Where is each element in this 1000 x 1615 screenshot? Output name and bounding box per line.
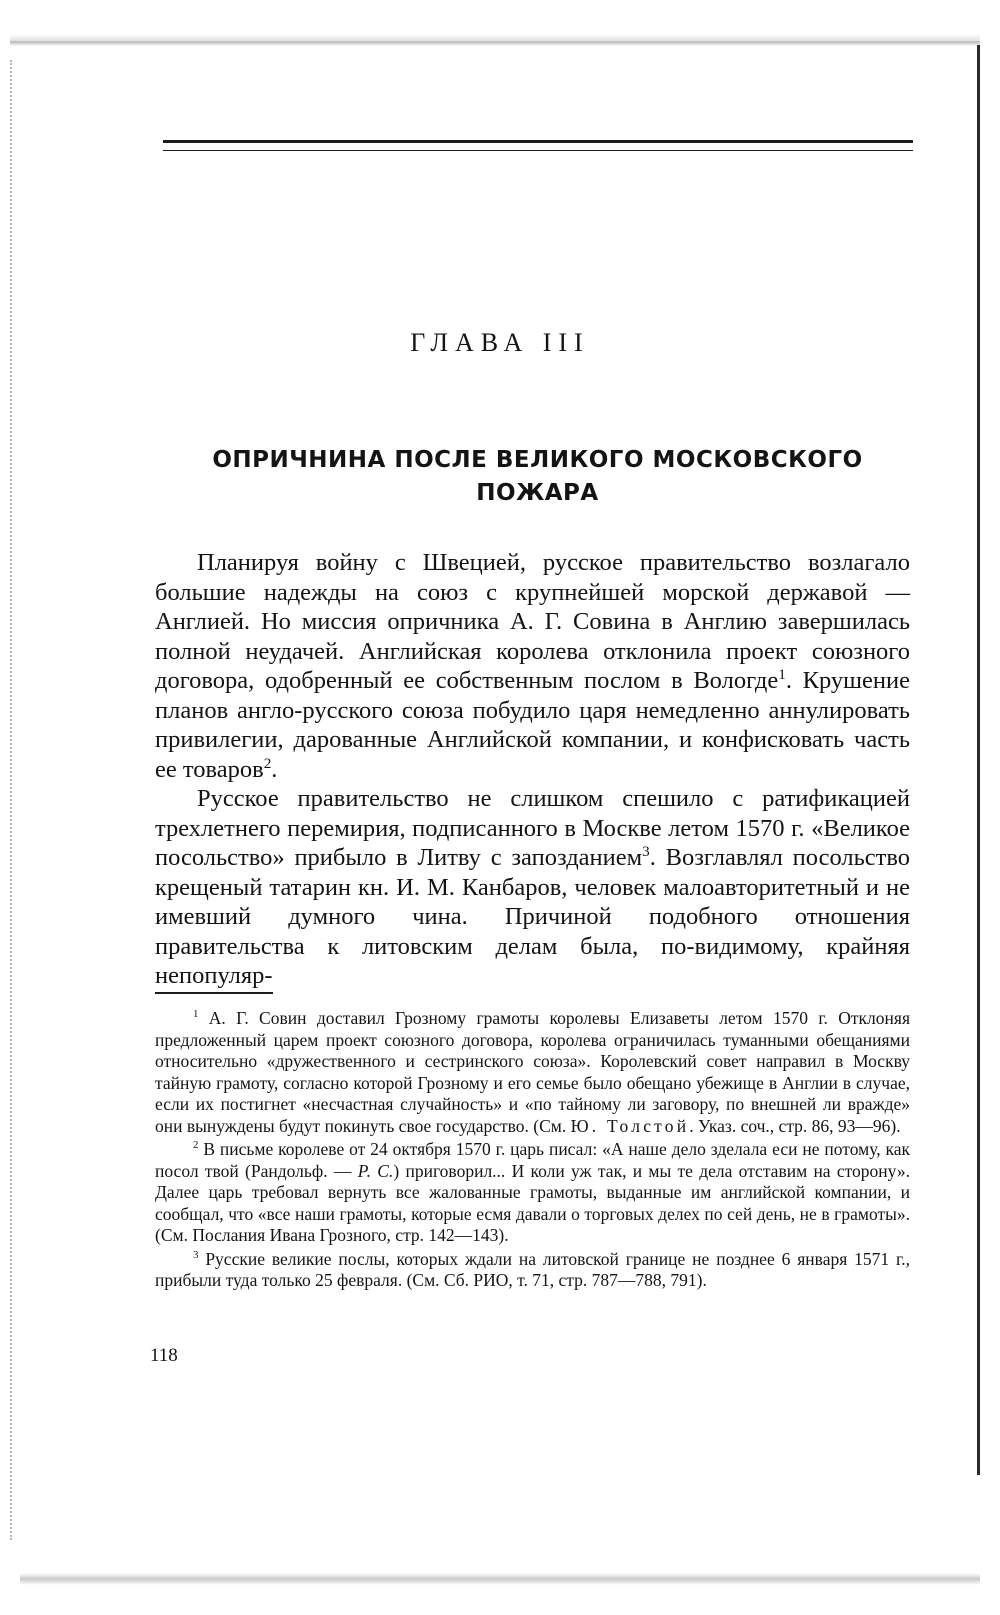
footnote-2-text-2: ) приговорил... И коли уж так, и мы те дела отставим на сторону». Далее царь требовал вернуть все жалованные грамоты, выданные им английской компании, и сообщал, что «все наши грамоты, которые есмя давали о торговых делех по сей день, не в грамоты». (См. Послания Ивана Грозного, стр. 142—143). [155,1160,910,1245]
chapter-label: ГЛАВА III [410,328,590,357]
footnotes [155,1008,910,1294]
footnote-1-author: Ю. Толстой [570,1115,690,1136]
footnote-3 [155,1249,910,1292]
paragraph-2-text-1: Русское правительство не слишком спешило с ратификацией трехлетнего перемирия, подписанного в Москве летом 1570 г. «Великое посольство» прибыло в Литву с запозданием [155,785,910,871]
paragraph-2-text-2: . Возглавлял посольство крещеный татарин кн. И. М. Канбаров, человек малоавторитетный и не имевший думного чина. Причиной подобного отношения правительства к литовским делам была, по-видимому, крайняя непопуляр- [155,844,910,989]
chapter-title: ОПРИЧНИНА ПОСЛЕ ВЕЛИКОГО МОСКОВСКОГО ПОЖАРА [212,447,863,506]
scan-edge-left [10,60,14,1540]
footnote-ref-2[interactable]: 2 [263,754,272,772]
footnote-separator [155,992,273,994]
scan-edge-right [977,45,980,1475]
paragraph-1-text-1: Планируя войну с Швецией, русское правительство возлагало большие надежды на союз с крупнейшей морской державой — Англией. Но миссия опричника А. Г. Совина в Англию завершилась полной неудачей. Английская королева отклонила проект союзного договора, одобренный ее собственным послом в Вологде [155,549,910,694]
header-rule-thick [163,140,913,143]
scan-edge-bottom [20,1573,980,1585]
header-rule-thin [163,150,913,151]
paragraph-1-text-3: . [271,755,278,783]
paragraph-1-text-2: . Крушение планов англо-русского союза побудило царя немедленно аннулировать привилегии, дарованные Английской компании, и конфисковать часть ее товаров [155,667,910,783]
footnote-1-text-1: А. Г. Совин доставил Грозному грамоты королевы Елизаветы летом 1570 г. Отклоняя предложенный царем проект союзного договора, королева ограничилась туманными обещаниями относительно «дружественного и сестринского союза». Королевский совет направил в Москву тайную грамоту, согласно которой Грозному и его семье было обещано убежище в Англии в случае, если их постигнет «несчастная случайность» и «по тайному ли заговору, по внешней ли вражде» они вынуждены будут покинуть свое государство. (См. [155,1008,911,1136]
footnote-2-editor: Р. С. [357,1160,394,1181]
footnote-3-text-1: Русские великие послы, которых ждали на литовской границе не позднее 6 января 1571 г., прибыли туда только 25 февраля. (См. Сб. РИО, т. 71, стр. 787—788, 791). [155,1248,911,1290]
footnote-3-number: 3 [193,1248,199,1261]
paragraph-2 [155,784,910,991]
footnote-1-number: 1 [193,1008,199,1021]
footnote-1 [155,1008,910,1137]
paragraph-1 [155,548,910,784]
footnote-2 [155,1139,910,1247]
footnote-2-text-1: В письме королеве от 24 октября 1570 г. царь писал: «А наше дело зделала еси не потому, как посол твой (Рандольф. — [155,1139,911,1181]
scan-edge-top [10,34,980,46]
footnote-1-text-2: . Указ. соч., стр. 86, 93—96). [689,1115,901,1136]
main-text [155,548,910,991]
footnote-2-number: 2 [193,1139,199,1152]
footnote-ref-1[interactable]: 1 [778,665,786,683]
footnote-ref-3[interactable]: 3 [642,842,650,860]
page-number: 118 [150,1345,178,1366]
